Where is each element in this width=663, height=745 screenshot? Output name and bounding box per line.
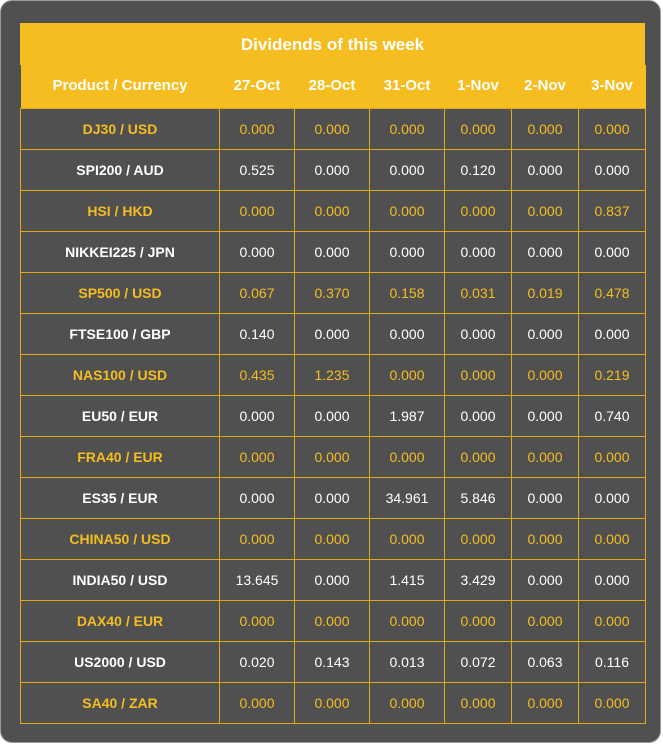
dividend-value-cell: 0.000 [512,519,579,560]
dividend-value-cell: 0.120 [445,150,512,191]
dividend-value-cell: 0.000 [370,683,445,724]
dividend-value-cell: 0.000 [445,109,512,150]
dividend-value-cell: 0.000 [295,478,370,519]
dividend-value-cell: 0.000 [445,191,512,232]
dividend-value-cell: 0.143 [295,642,370,683]
dividend-value-cell: 0.000 [220,437,295,478]
dividend-value-cell: 0.019 [512,273,579,314]
dividend-value-cell: 0.020 [220,642,295,683]
dividend-value-cell: 0.000 [445,519,512,560]
dividend-value-cell: 0.000 [579,560,646,601]
table-row [21,232,646,273]
column-header-date: 3-Nov [579,65,646,109]
dividends-table [20,65,646,724]
product-cell: INDIA50 / USD [21,560,220,601]
table-row [21,355,646,396]
dividend-value-cell: 0.000 [445,437,512,478]
dividend-value-cell: 0.000 [579,109,646,150]
dividend-value-cell: 0.000 [579,683,646,724]
dividend-value-cell: 0.140 [220,314,295,355]
dividend-value-cell: 3.429 [445,560,512,601]
table-row [21,273,646,314]
dividend-value-cell: 0.116 [579,642,646,683]
dividend-value-cell: 0.000 [295,396,370,437]
dividend-value-cell: 0.000 [370,519,445,560]
dividend-value-cell: 0.000 [445,396,512,437]
dividend-value-cell: 0.000 [579,519,646,560]
dividend-value-cell: 0.000 [445,355,512,396]
dividend-value-cell: 0.000 [370,314,445,355]
product-cell: DJ30 / USD [21,109,220,150]
table-row [21,109,646,150]
dividend-value-cell: 0.000 [512,191,579,232]
dividend-value-cell: 0.000 [295,519,370,560]
dividend-value-cell: 0.000 [512,314,579,355]
dividend-value-cell: 0.000 [512,150,579,191]
product-cell: FTSE100 / GBP [21,314,220,355]
table-body [21,109,646,724]
product-cell: US2000 / USD [21,642,220,683]
dividend-value-cell: 0.000 [295,683,370,724]
dividend-value-cell: 0.000 [370,150,445,191]
dividend-value-cell: 0.000 [512,109,579,150]
product-cell: EU50 / EUR [21,396,220,437]
product-cell: NAS100 / USD [21,355,220,396]
dividend-value-cell: 0.000 [295,191,370,232]
dividend-value-cell: 0.000 [220,683,295,724]
dividend-value-cell: 0.000 [370,601,445,642]
dividend-value-cell: 0.000 [370,232,445,273]
dividend-value-cell: 0.000 [512,232,579,273]
product-cell: HSI / HKD [21,191,220,232]
dividend-value-cell: 0.837 [579,191,646,232]
column-header-date: 2-Nov [512,65,579,109]
dividend-value-cell: 0.000 [445,601,512,642]
dividend-value-cell: 0.000 [579,150,646,191]
table-row [21,150,646,191]
dividend-value-cell: 0.000 [512,683,579,724]
table-row [21,560,646,601]
dividend-value-cell: 0.000 [370,355,445,396]
dividend-value-cell: 0.000 [512,601,579,642]
dividend-value-cell: 0.000 [220,109,295,150]
product-cell: SP500 / USD [21,273,220,314]
table-row [21,396,646,437]
dividend-value-cell: 0.000 [220,232,295,273]
table-row [21,683,646,724]
dividend-value-cell: 0.370 [295,273,370,314]
table-row [21,601,646,642]
dividend-value-cell: 0.478 [579,273,646,314]
column-header-date: 27-Oct [220,65,295,109]
dividend-value-cell: 0.000 [295,150,370,191]
dividend-value-cell: 0.525 [220,150,295,191]
dividend-value-cell: 0.000 [295,560,370,601]
dividend-value-cell: 0.067 [220,273,295,314]
dividend-value-cell: 0.000 [579,437,646,478]
table-row [21,314,646,355]
dividend-value-cell: 0.740 [579,396,646,437]
dividend-value-cell: 0.000 [512,560,579,601]
dividend-value-cell: 1.235 [295,355,370,396]
product-cell: SA40 / ZAR [21,683,220,724]
dividend-value-cell: 0.000 [370,437,445,478]
table-row [21,642,646,683]
product-cell: ES35 / EUR [21,478,220,519]
dividend-value-cell: 0.000 [220,519,295,560]
dividend-value-cell: 0.072 [445,642,512,683]
dividend-value-cell: 0.013 [370,642,445,683]
product-cell: CHINA50 / USD [21,519,220,560]
dividend-value-cell: 34.961 [370,478,445,519]
table-row [21,437,646,478]
dividend-value-cell: 13.645 [220,560,295,601]
product-cell: SPI200 / AUD [21,150,220,191]
column-header-date: 1-Nov [445,65,512,109]
dividend-value-cell: 0.000 [295,232,370,273]
dividend-value-cell: 0.000 [579,478,646,519]
dividend-value-cell: 1.987 [370,396,445,437]
dividend-value-cell: 0.031 [445,273,512,314]
dividend-value-cell: 0.063 [512,642,579,683]
dividend-value-cell: 0.000 [445,232,512,273]
dividend-value-cell: 0.000 [295,314,370,355]
dividend-value-cell: 0.000 [295,437,370,478]
dividend-value-cell: 0.000 [512,437,579,478]
dividend-value-cell: 0.435 [220,355,295,396]
table-title: Dividends of this week [20,23,645,65]
product-cell: NIKKEI225 / JPN [21,232,220,273]
header-row [21,65,646,109]
dividend-value-cell: 0.000 [579,232,646,273]
table-row [21,519,646,560]
dividend-value-cell: 0.000 [445,314,512,355]
dividend-value-cell: 0.000 [220,191,295,232]
dividend-value-cell: 0.000 [295,601,370,642]
column-header-product: Product / Currency [21,65,220,109]
dividend-value-cell: 0.000 [445,683,512,724]
dividend-value-cell: 0.000 [370,109,445,150]
table-row [21,191,646,232]
dividend-value-cell: 0.000 [220,396,295,437]
dividend-value-cell: 0.000 [220,478,295,519]
product-cell: DAX40 / EUR [21,601,220,642]
dividend-value-cell: 0.000 [579,601,646,642]
dividend-value-cell: 0.000 [512,396,579,437]
table-row [21,478,646,519]
column-header-date: 31-Oct [370,65,445,109]
dividend-value-cell: 0.000 [370,191,445,232]
dividend-value-cell: 0.000 [295,109,370,150]
product-cell: FRA40 / EUR [21,437,220,478]
dividend-value-cell: 1.415 [370,560,445,601]
column-header-date: 28-Oct [295,65,370,109]
dividend-value-cell: 0.158 [370,273,445,314]
dividend-value-cell: 0.000 [512,355,579,396]
dividend-value-cell: 0.000 [220,601,295,642]
dividend-value-cell: 0.219 [579,355,646,396]
dividend-value-cell: 0.000 [579,314,646,355]
dividend-value-cell: 5.846 [445,478,512,519]
dividends-table-wrapper [20,23,645,723]
dividend-value-cell: 0.000 [512,478,579,519]
